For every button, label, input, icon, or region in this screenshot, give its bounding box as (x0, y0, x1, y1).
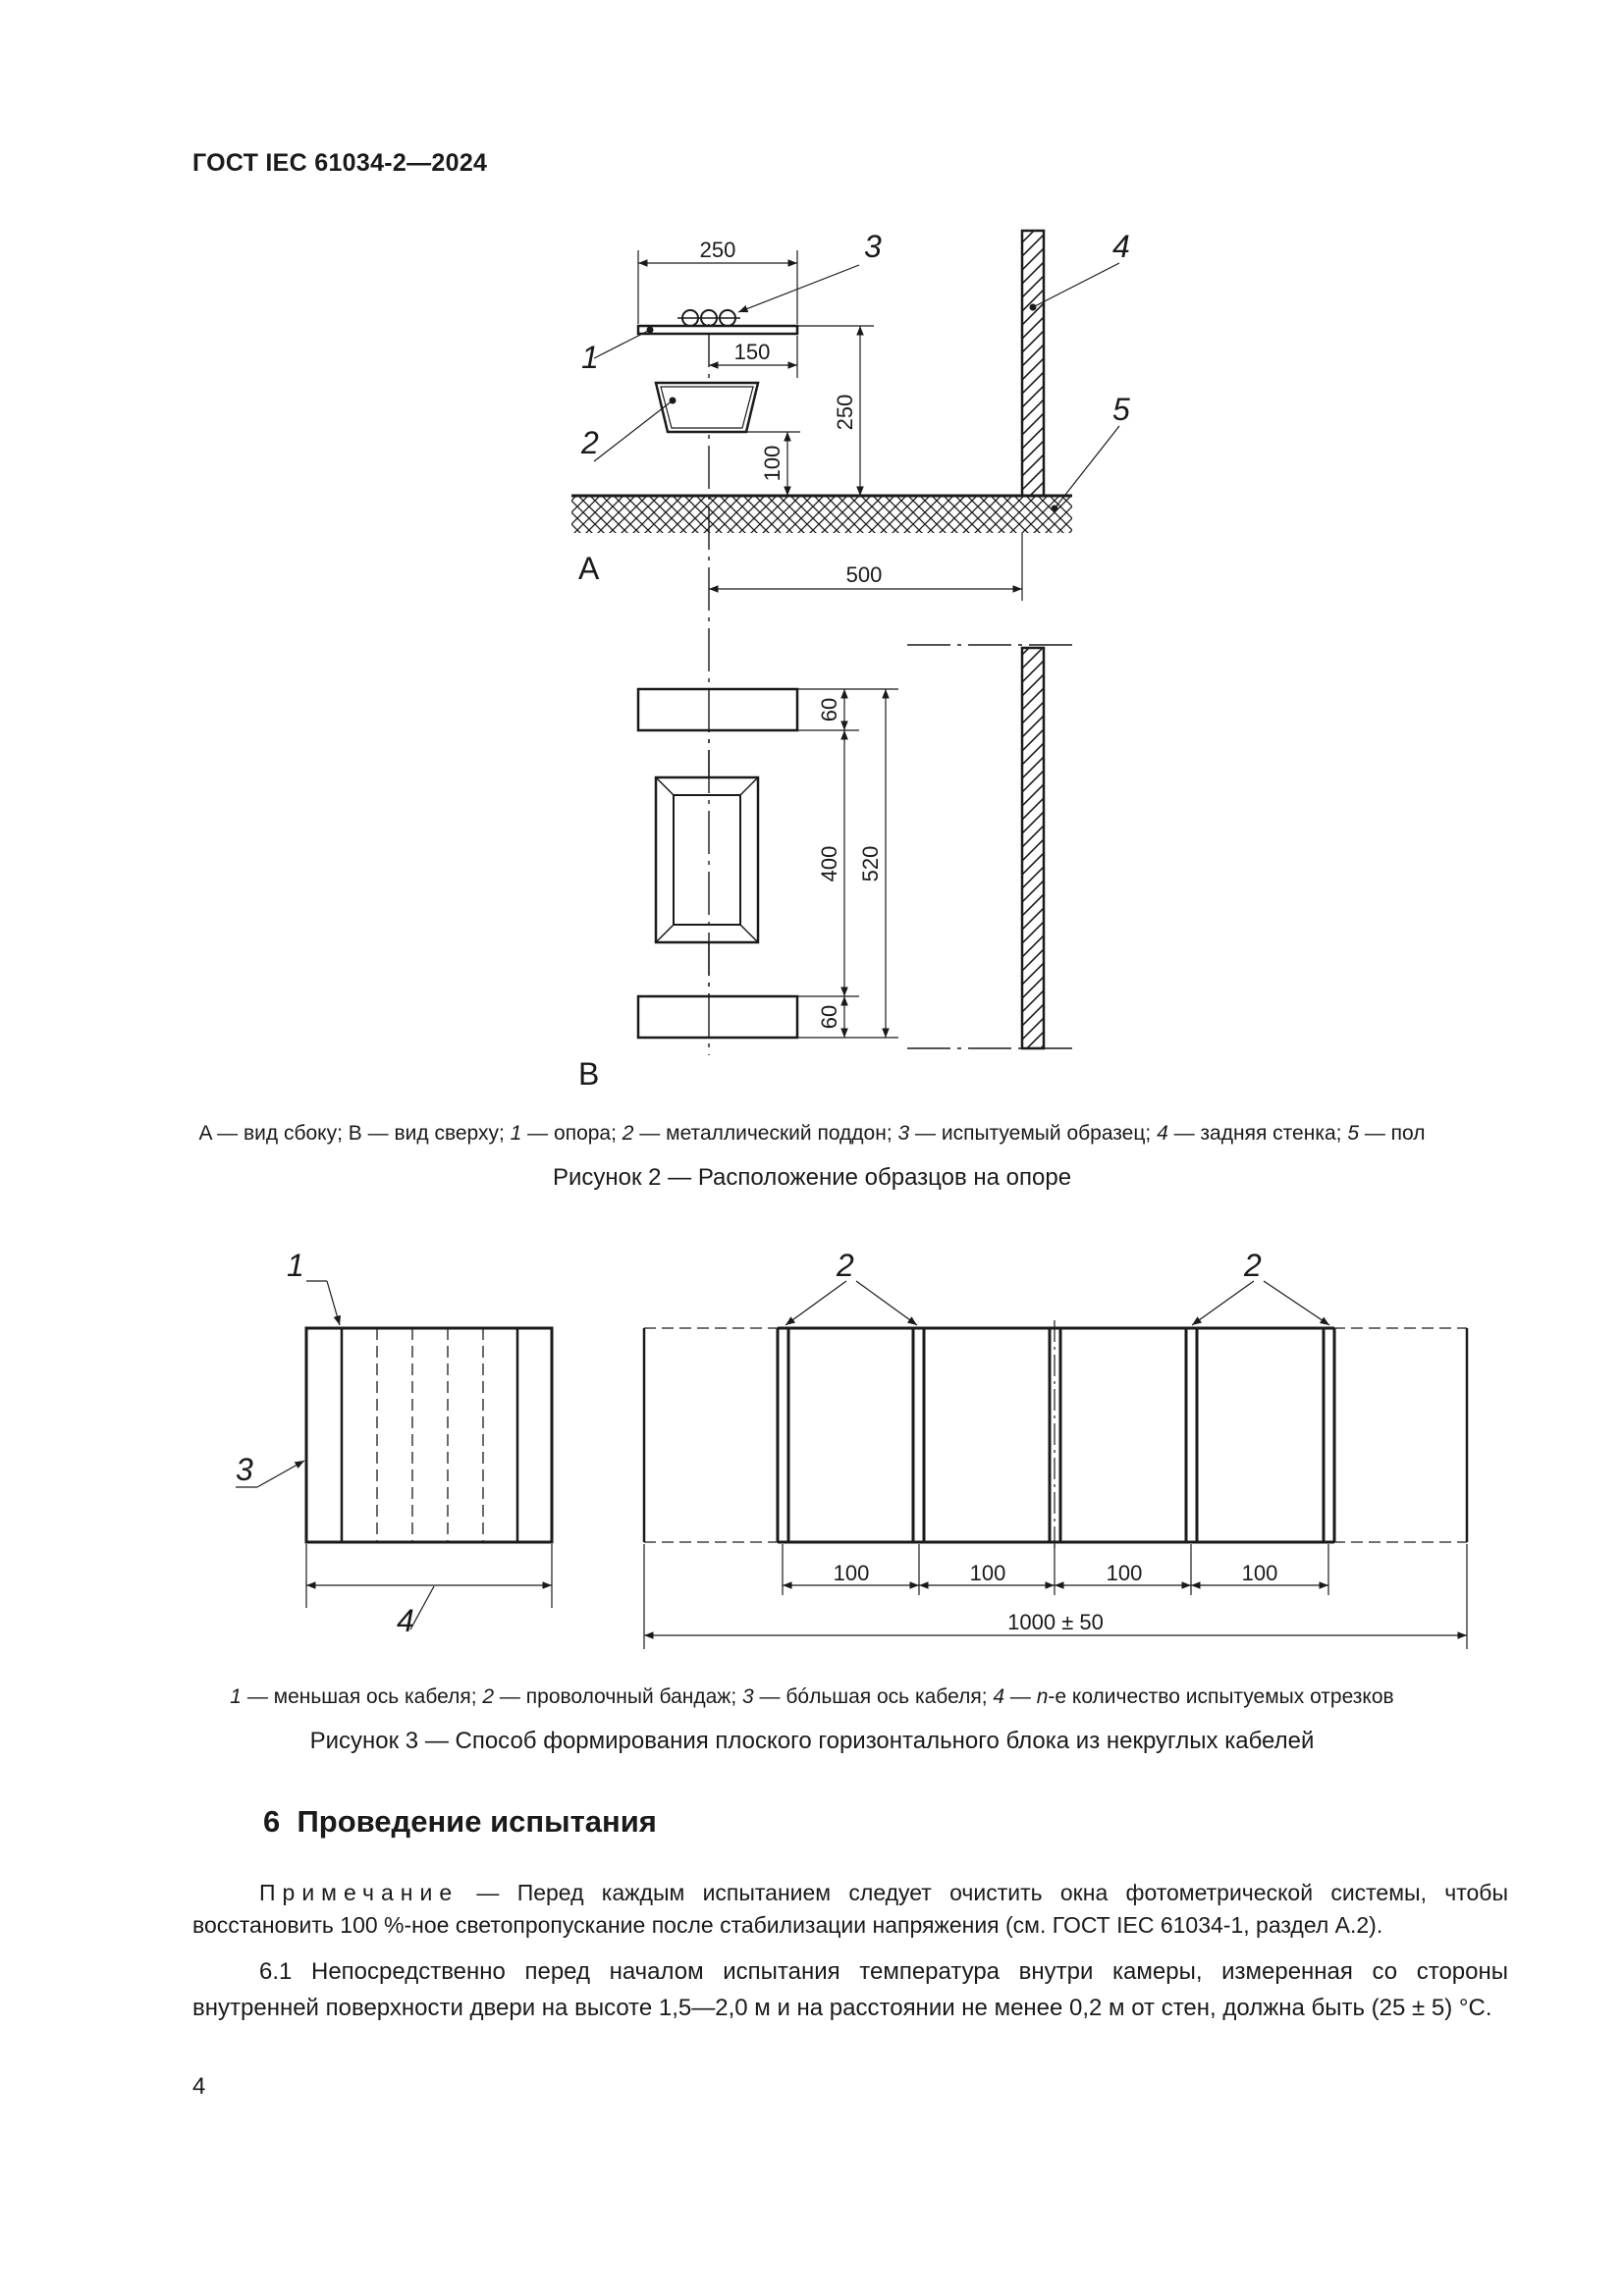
fig3-legend-text-0: — меньшая ось кабеля; (241, 1685, 483, 1708)
label-2-pan: 2 (581, 425, 599, 460)
dim-pan-height: 100 (760, 445, 785, 482)
label-1-support: 1 (581, 340, 599, 375)
note-paragraph (192, 1877, 1508, 1942)
fig2-legend-text-3: — металлический поддон; (633, 1122, 898, 1145)
fig3-legend-key-0: 1 (230, 1685, 242, 1708)
document-header: ГОСТ IEC 61034-2—2024 (192, 149, 488, 177)
view-b-label: B (578, 1056, 600, 1092)
note-label: Примечание (259, 1880, 460, 1905)
view-a-label: A (578, 551, 600, 586)
dim-bar-gap-bottom: 60 (817, 1004, 841, 1030)
fig3-label-4: 4 (397, 1603, 414, 1638)
figure-3-caption: Рисунок 3 — Способ формирования плоского горизонтального блока из некруглых кабелей (309, 1728, 1315, 1754)
fig3-legend-key-3: 4 (993, 1685, 1005, 1708)
dim-support-height: 250 (833, 394, 857, 431)
paragraph-6-1 (192, 1953, 1508, 2026)
fig3-legend-text-4: -е количество испытуемых отрезков (1048, 1685, 1394, 1708)
fig2-legend-key-1: B (348, 1122, 362, 1145)
fig3-legend-key-2: 3 (742, 1685, 754, 1708)
figure-2-drawing (0, 0, 1624, 1109)
dim-offset: 150 (733, 340, 771, 364)
fig3-legend-key-1: 2 (482, 1685, 495, 1708)
fig2-legend-key-2: 1 (510, 1122, 522, 1145)
fig3-legend-text-3: — (1004, 1685, 1037, 1708)
fig2-legend-text-6: — пол (1359, 1122, 1426, 1145)
section-number: 6 (263, 1804, 281, 1839)
fig2-legend-text-0: — вид сбоку; (211, 1122, 349, 1145)
fig2-legend-key-5: 4 (1157, 1122, 1168, 1145)
fig3-label-1: 1 (287, 1248, 304, 1283)
section-title: Проведение испытания (297, 1804, 657, 1839)
paragraph-number: 6.1 (259, 1958, 293, 1985)
figure-3-legend (0, 1685, 1624, 1709)
fig3-label-2b: 2 (1244, 1248, 1262, 1283)
dim-wall-distance: 500 (845, 562, 883, 587)
figure-2-legend (0, 1122, 1624, 1146)
fig3-label-2a: 2 (837, 1248, 854, 1283)
fig2-legend-text-5: — задняя стенка; (1167, 1122, 1348, 1145)
fig3-dim-2: 100 (969, 1561, 1006, 1585)
fig3-legend-key-4: n (1036, 1685, 1049, 1708)
fig2-legend-key-3: 2 (622, 1122, 634, 1145)
fig3-label-3: 3 (236, 1452, 253, 1487)
fig3-legend-text-2: — бóльшая ось кабеля; (753, 1685, 994, 1708)
fig2-legend-text-2: — опора; (521, 1122, 623, 1145)
figure-2-caption: Рисунок 2 — Расположение образцов на опоре (552, 1164, 1072, 1191)
fig3-legend-text-1: — проволочный бандаж; (494, 1685, 743, 1708)
page-number: 4 (192, 2073, 206, 2100)
note-text: — Перед каждым испытанием следует очистить окна фотометрической системы, чтобы восстановить 100 %-ное светопропускание после стабилизации напряжения (см. ГОСТ IEC 61034-1, раздел А.2). (192, 1880, 1508, 1938)
fig2-legend-key-0: A (198, 1122, 212, 1145)
fig3-dim-total: 1000 ± 50 (1007, 1610, 1104, 1634)
dim-bar-gap-top: 60 (817, 697, 841, 722)
paragraph-text: Непосредственно перед началом испытания температура внутри камеры, измеренная со стороны внутренней поверхности двери на высоте 1,5—2,0 м и на расстоянии не менее 0,2 м от стен, должна быть (25 ± 5) °С. (192, 1958, 1509, 2021)
fig2-legend-key-6: 5 (1347, 1122, 1359, 1145)
label-4-wall: 4 (1112, 229, 1130, 264)
dim-overall: 520 (858, 845, 883, 882)
figure-3-drawing (0, 1227, 1624, 1679)
dim-pan-length: 400 (817, 845, 841, 882)
fig2-legend-text-1: — вид сверху; (361, 1122, 511, 1145)
fig3-dim-1: 100 (833, 1561, 870, 1585)
label-5-floor: 5 (1112, 392, 1130, 427)
fig3-dim-4: 100 (1241, 1561, 1278, 1585)
dim-tray-width: 250 (699, 238, 736, 262)
fig3-dim-3: 100 (1106, 1561, 1143, 1585)
section-heading (263, 1804, 657, 1840)
label-3-sample: 3 (864, 229, 882, 264)
fig2-legend-key-4: 3 (897, 1122, 910, 1145)
fig2-legend-text-4: — испытуемый образец; (909, 1122, 1158, 1145)
